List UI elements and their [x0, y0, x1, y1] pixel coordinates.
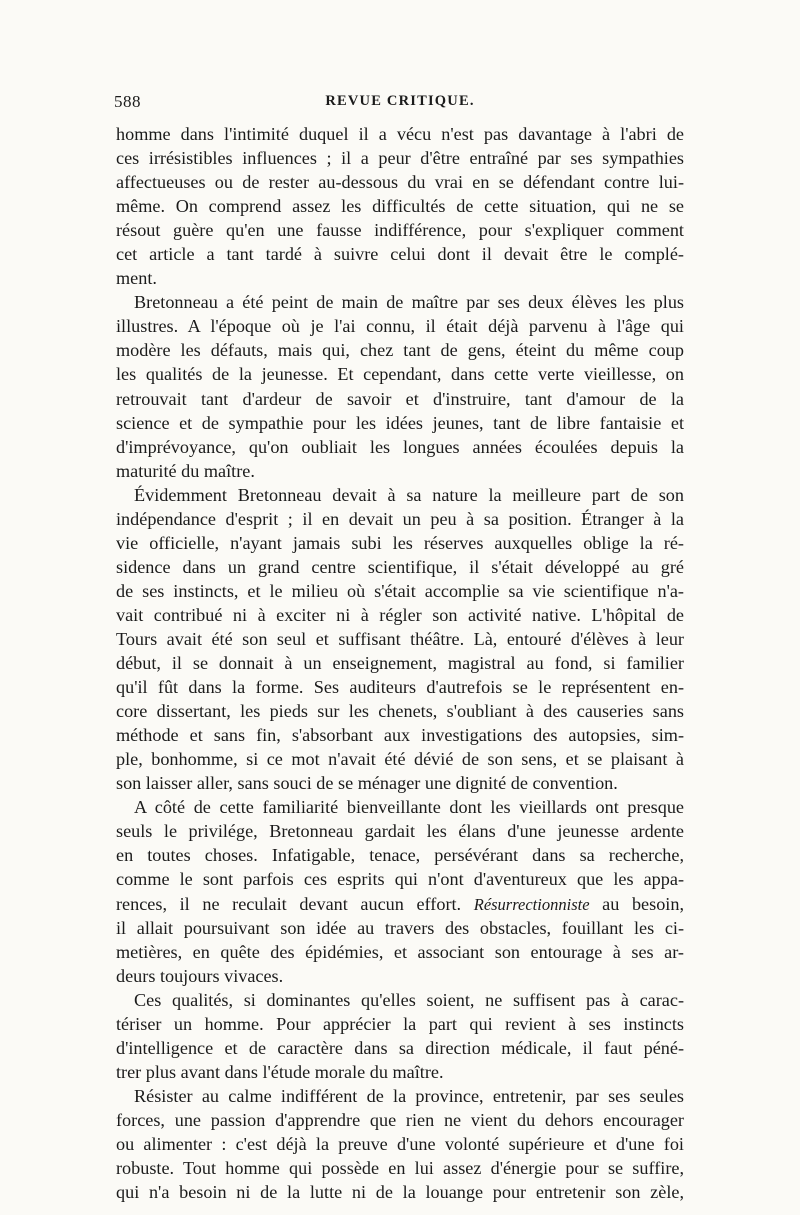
text-line: qu'il fût dans la forme. Ses auditeurs d'autrefois se le représentent en-	[116, 677, 684, 698]
italic-word: Résurrectionniste	[473, 894, 590, 914]
text-line: cet article a tant tardé à suivre celui dont il devait être le complé-	[116, 244, 684, 265]
text-line: Tours avait été son seul et suffisant théâtre. Là, entouré d'élèves à leur	[116, 628, 684, 649]
text-line-with-italic	[116, 892, 684, 916]
page-header	[116, 92, 684, 118]
text-line: de ses instincts, et le milieu où s'était accomplie sa vie scientifique n'a-	[116, 580, 684, 601]
text-line: modère les défauts, mais qui, chez tant de gens, éteint du même coup	[116, 340, 684, 361]
text-line: méthode et sans fin, s'absorbant aux investigations des autopsies, sim-	[116, 725, 684, 746]
text-line: en toutes choses. Infatigable, tenace, persévérant dans sa recherche,	[116, 845, 684, 866]
body-text	[116, 122, 684, 1204]
text-line: d'imprévoyance, qu'on oubliait les longues années écoulées depuis la	[116, 436, 684, 457]
text-line: metières, en quête des épidémies, et associant son entourage à ses ar-	[116, 941, 684, 962]
text-line: Résister au calme indifférent de la province, entretenir, par ses seules	[134, 1085, 684, 1106]
running-title: REVUE CRITIQUE.	[325, 93, 475, 109]
text-line: indépendance d'esprit ; il en devait un peu à sa position. Étranger à la	[116, 508, 684, 529]
text-line: vait contribué ni à exciter ni à régler son activité native. L'hôpital de	[116, 604, 684, 625]
text-line: seuls le privilége, Bretonneau gardait les élans d'une jeunesse ardente	[116, 821, 684, 842]
text-line: ou alimenter : c'est déjà la preuve d'une volonté supérieure et d'une foi	[116, 1133, 684, 1154]
text-line: A côté de cette familiarité bienveillante dont les vieillards ont presque	[134, 797, 684, 818]
text-line: retrouvait tant d'ardeur de savoir et d'instruire, tant d'amour de la	[116, 388, 684, 409]
text-line: tériser un homme. Pour apprécier la part qui revient à ses instincts	[116, 1013, 684, 1034]
text-line: forces, une passion d'apprendre que rien ne vient du dehors encourager	[116, 1109, 684, 1130]
text-segment: au besoin,	[589, 893, 684, 914]
document-page	[116, 92, 684, 1204]
text-line: Ces qualités, si dominantes qu'elles soient, ne suffisent pas à carac-	[134, 989, 684, 1010]
text-line: début, il se donnait à un enseignement, magistral au fond, si familier	[116, 653, 684, 674]
text-line: son laisser aller, sans souci de se ménager une dignité de convention.	[116, 773, 618, 794]
text-line: qui n'a besoin ni de la lutte ni de la louange pour entretenir son zèle,	[116, 1182, 684, 1203]
text-line: résout guère qu'en une fausse indifférence, pour s'expliquer comment	[116, 220, 684, 241]
text-line: science et de sympathie pour les idées jeunes, tant de libre fantaisie et	[116, 412, 684, 433]
text-line: comme le sont parfois ces esprits qui n'ont d'aventureux que les appa-	[116, 869, 684, 890]
text-line: il allait poursuivant son idée au travers des obstacles, fouillant les ci-	[116, 917, 684, 938]
text-line: affectueuses ou de rester au-dessous du vrai en se défendant contre lui-	[116, 172, 684, 193]
text-line: deurs toujours vivaces.	[116, 965, 284, 986]
text-line: illustres. A l'époque où je l'ai connu, il était déjà parvenu à l'âge qui	[116, 316, 684, 337]
text-line: vie officielle, n'ayant jamais subi les réserves auxquelles oblige la ré-	[116, 532, 684, 553]
text-line: core dissertant, les pieds sur les chenets, s'oubliant à des causeries sans	[116, 701, 684, 722]
text-line: robuste. Tout homme qui possède en lui assez d'énergie pour se suffire,	[116, 1158, 684, 1179]
text-line: d'intelligence et de caractère dans sa direction médicale, il faut péné-	[116, 1037, 684, 1058]
text-line: homme dans l'intimité duquel il a vécu n'est pas davantage à l'abri de	[116, 124, 684, 144]
text-line: Bretonneau a été peint de main de maître par ses deux élèves les plus	[134, 292, 684, 313]
text-line: ple, bonhomme, si ce mot n'avait été dévié de son sens, et se plaisant à	[116, 749, 684, 770]
text-line: maturité du maître.	[116, 460, 255, 481]
text-segment: rences, il ne reculait devant aucun effort.	[116, 893, 474, 914]
text-line: sidence dans un grand centre scientifique, il s'était développé au gré	[116, 556, 684, 577]
text-line: Évidemment Bretonneau devait à sa nature la meilleure part de son	[134, 484, 684, 505]
text-line: ces irrésistibles influences ; il a peur d'être entraîné par ses sympathies	[116, 148, 684, 169]
text-line: trer plus avant dans l'étude morale du maître.	[116, 1061, 444, 1082]
text-line: ment.	[116, 268, 157, 289]
page-number: 588	[114, 92, 141, 111]
text-line: les qualités de la jeunesse. Et cependant, dans cette verte vieillesse, on	[116, 364, 684, 385]
text-line: même. On comprend assez les difficultés de cette situation, qui ne se	[116, 196, 684, 217]
